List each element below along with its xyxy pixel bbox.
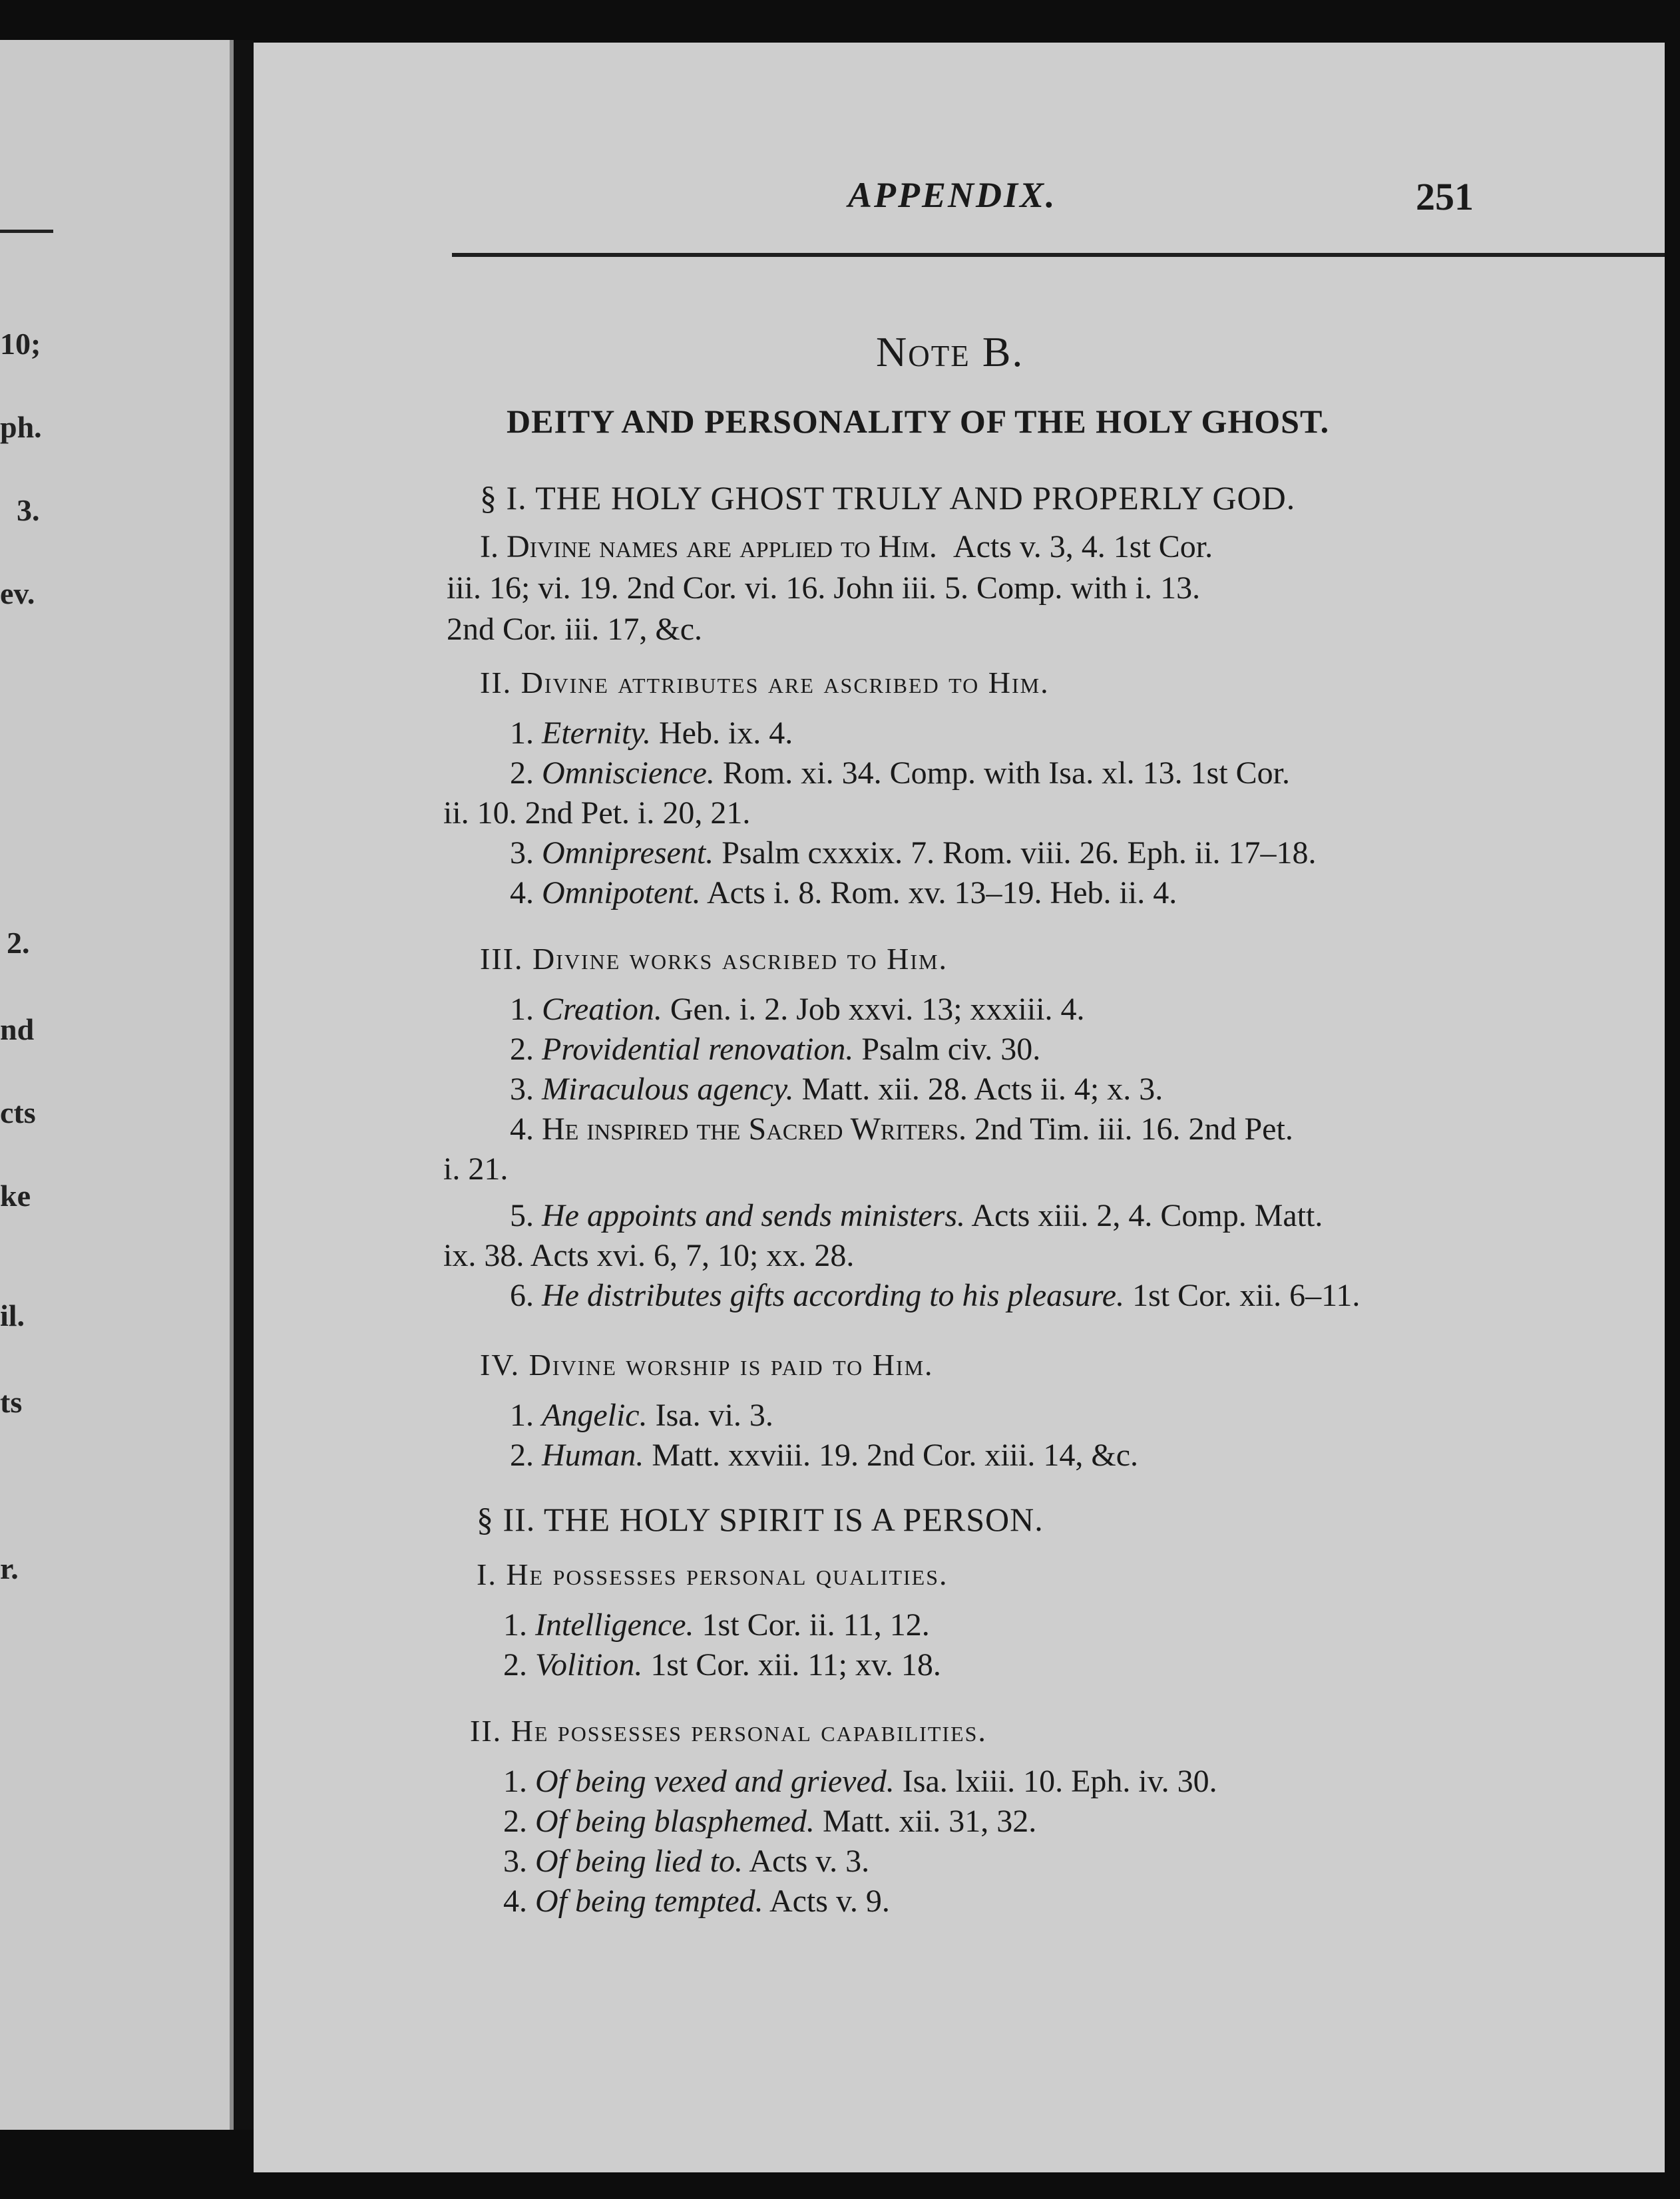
section-1-title: § I. THE HOLY GHOST TRULY AND PROPERLY GOD.	[480, 479, 1296, 516]
references: Matt. xxviii. 19. 2nd Cor. xiii. 14, &c.	[652, 1438, 1138, 1473]
list-item: 3. Omnipresent. Psalm cxxxix. 7. Rom. viii. 26. Eph. ii. 17–18.	[510, 835, 1317, 871]
references: 2nd Tim. iii. 16. 2nd Pet.	[974, 1111, 1293, 1147]
section-1-part-4-heading: IV. Divine worship is paid to Him.	[480, 1348, 934, 1382]
part-heading: I. Divine names are applied to Him.	[480, 529, 937, 564]
left-page-fragment: ph.	[0, 410, 42, 444]
item-term: Human.	[542, 1438, 644, 1473]
running-head: APPENDIX.	[848, 175, 1057, 215]
item-term: Miraculous agency.	[542, 1072, 794, 1107]
main-title: DEITY AND PERSONALITY OF THE HOLY GHOST.	[507, 403, 1330, 440]
section-2-part-2-heading: II. He possesses personal capabilities.	[470, 1714, 987, 1748]
item-term: He distributes gifts according to his pleasure.	[542, 1278, 1125, 1313]
references: Matt. xii. 28. Acts ii. 4; x. 3.	[801, 1072, 1163, 1107]
section-1-part-2-heading: II. Divine attributes are ascribed to Him.	[480, 666, 1050, 700]
list-item: 2. Omniscience. Rom. xi. 34. Comp. with Isa. xl. 13. 1st Cor.	[510, 755, 1290, 791]
left-page-fragment: 10;	[0, 327, 41, 361]
left-page-fragment: il.	[0, 1299, 25, 1332]
note-title: Note B.	[876, 328, 1024, 375]
list-item: 1. Eternity. Heb. ix. 4.	[510, 715, 793, 751]
item-term: Providential renovation.	[542, 1032, 854, 1067]
list-item-continuation: ii. 10. 2nd Pet. i. 20, 21.	[443, 795, 751, 831]
left-page-fragment: r.	[0, 1551, 19, 1585]
item-term: Omnipotent.	[542, 875, 701, 910]
references: Rom. xi. 34. Comp. with Isa. xl. 13. 1st Cor.	[722, 755, 1290, 791]
item-term: Angelic.	[542, 1398, 648, 1433]
left-page-rule	[0, 230, 53, 233]
section-2-title: § II. THE HOLY SPIRIT IS A PERSON.	[477, 1501, 1044, 1538]
item-term: Of being vexed and grieved.	[535, 1764, 895, 1799]
references: Matt. xii. 31, 32.	[822, 1804, 1037, 1839]
list-item: 4. Of being tempted. Acts v. 9.	[503, 1884, 890, 1919]
list-item: 1. Intelligence. 1st Cor. ii. 11, 12.	[503, 1607, 930, 1643]
item-term: Omniscience.	[542, 755, 715, 791]
item-term: Of being tempted.	[535, 1884, 763, 1919]
references: Acts v. 3, 4. 1st Cor.	[952, 529, 1213, 564]
section-1-part-1-line-2: iii. 16; vi. 19. 2nd Cor. vi. 16. John iii. 5. Comp. with i. 13.	[447, 570, 1201, 606]
item-term: Creation.	[542, 992, 662, 1027]
references: Acts i. 8. Rom. xv. 13–19. Heb. ii. 4.	[707, 875, 1177, 910]
list-item: 1. Creation. Gen. i. 2. Job xxvi. 13; xxxiii. 4.	[510, 992, 1085, 1027]
list-item: 2. Human. Matt. xxviii. 19. 2nd Cor. xiii. 14, &c.	[510, 1438, 1138, 1473]
item-term: Volition.	[535, 1647, 643, 1683]
left-page-fragment: ev.	[0, 576, 35, 610]
references: Isa. lxiii. 10. Eph. iv. 30.	[902, 1764, 1217, 1799]
item-term: Of being blasphemed.	[535, 1804, 815, 1839]
left-page-fragment: 2.	[7, 926, 30, 960]
section-1-part-1-line-3: 2nd Cor. iii. 17, &c.	[447, 612, 702, 647]
references: 1st Cor. xii. 11; xv. 18.	[650, 1647, 941, 1683]
list-item-continuation: i. 21.	[443, 1151, 509, 1187]
item-term: Intelligence.	[535, 1607, 694, 1643]
list-item: 3. Of being lied to. Acts v. 3.	[503, 1844, 870, 1879]
list-item: 2. Volition. 1st Cor. xii. 11; xv. 18.	[503, 1647, 941, 1683]
item-term: He appoints and sends ministers.	[542, 1198, 965, 1233]
list-item: 6. He distributes gifts according to his pleasure. 1st Cor. xii. 6–11.	[510, 1278, 1361, 1313]
list-item-continuation: ix. 38. Acts xvi. 6, 7, 10; xx. 28.	[443, 1238, 855, 1273]
references: 1st Cor. ii. 11, 12.	[702, 1607, 930, 1643]
list-item: 3. Miraculous agency. Matt. xii. 28. Acts ii. 4; x. 3.	[510, 1072, 1163, 1107]
list-item: 1. Angelic. Isa. vi. 3.	[510, 1398, 773, 1433]
references: Acts xiii. 2, 4. Comp. Matt.	[971, 1198, 1323, 1233]
left-page-fragment: ts	[0, 1385, 23, 1419]
references: Heb. ix. 4.	[658, 715, 793, 751]
header-rule	[452, 253, 1665, 257]
page-number: 251	[1416, 175, 1474, 218]
list-item: 2. Providential renovation. Psalm civ. 30.	[510, 1032, 1041, 1067]
references: Psalm civ. 30.	[861, 1032, 1041, 1067]
references: 1st Cor. xii. 6–11.	[1132, 1278, 1361, 1313]
left-page-fragment: 3.	[17, 493, 40, 527]
references: Isa. vi. 3.	[655, 1398, 773, 1433]
item-term: Eternity.	[542, 715, 651, 751]
section-2-part-1-heading: I. He possesses personal qualities.	[477, 1557, 948, 1591]
list-item: 4. Omnipotent. Acts i. 8. Rom. xv. 13–19. Heb. ii. 4.	[510, 875, 1177, 910]
item-term: He inspired the Sacred Writers.	[542, 1111, 967, 1147]
section-1-part-1-line-1	[480, 528, 1213, 565]
references: Gen. i. 2. Job xxvi. 13; xxxiii. 4.	[670, 992, 1085, 1027]
left-page-fragment: cts	[0, 1096, 36, 1129]
left-page-fragment: nd	[0, 1012, 35, 1046]
item-term: Omnipresent.	[542, 835, 714, 871]
section-1-part-3-heading: III. Divine works ascribed to Him.	[480, 942, 948, 976]
item-term: Of being lied to.	[535, 1844, 743, 1879]
list-item: 1. Of being vexed and grieved. Isa. lxiii. 10. Eph. iv. 30.	[503, 1764, 1217, 1799]
left-page-fragment: ke	[0, 1179, 31, 1213]
list-item: 2. Of being blasphemed. Matt. xii. 31, 32.	[503, 1804, 1037, 1839]
book-gutter	[234, 40, 254, 2130]
book-page	[254, 43, 1665, 2172]
list-item: 5. He appoints and sends ministers. Acts xiii. 2, 4. Comp. Matt.	[510, 1198, 1323, 1233]
left-facing-page	[0, 40, 234, 2130]
list-item: 4. He inspired the Sacred Writers. 2nd Tim. iii. 16. 2nd Pet.	[510, 1111, 1293, 1147]
references: Acts v. 3.	[749, 1844, 870, 1879]
references: Psalm cxxxix. 7. Rom. viii. 26. Eph. ii. 17–18.	[722, 835, 1317, 871]
references: Acts v. 9.	[769, 1884, 890, 1919]
